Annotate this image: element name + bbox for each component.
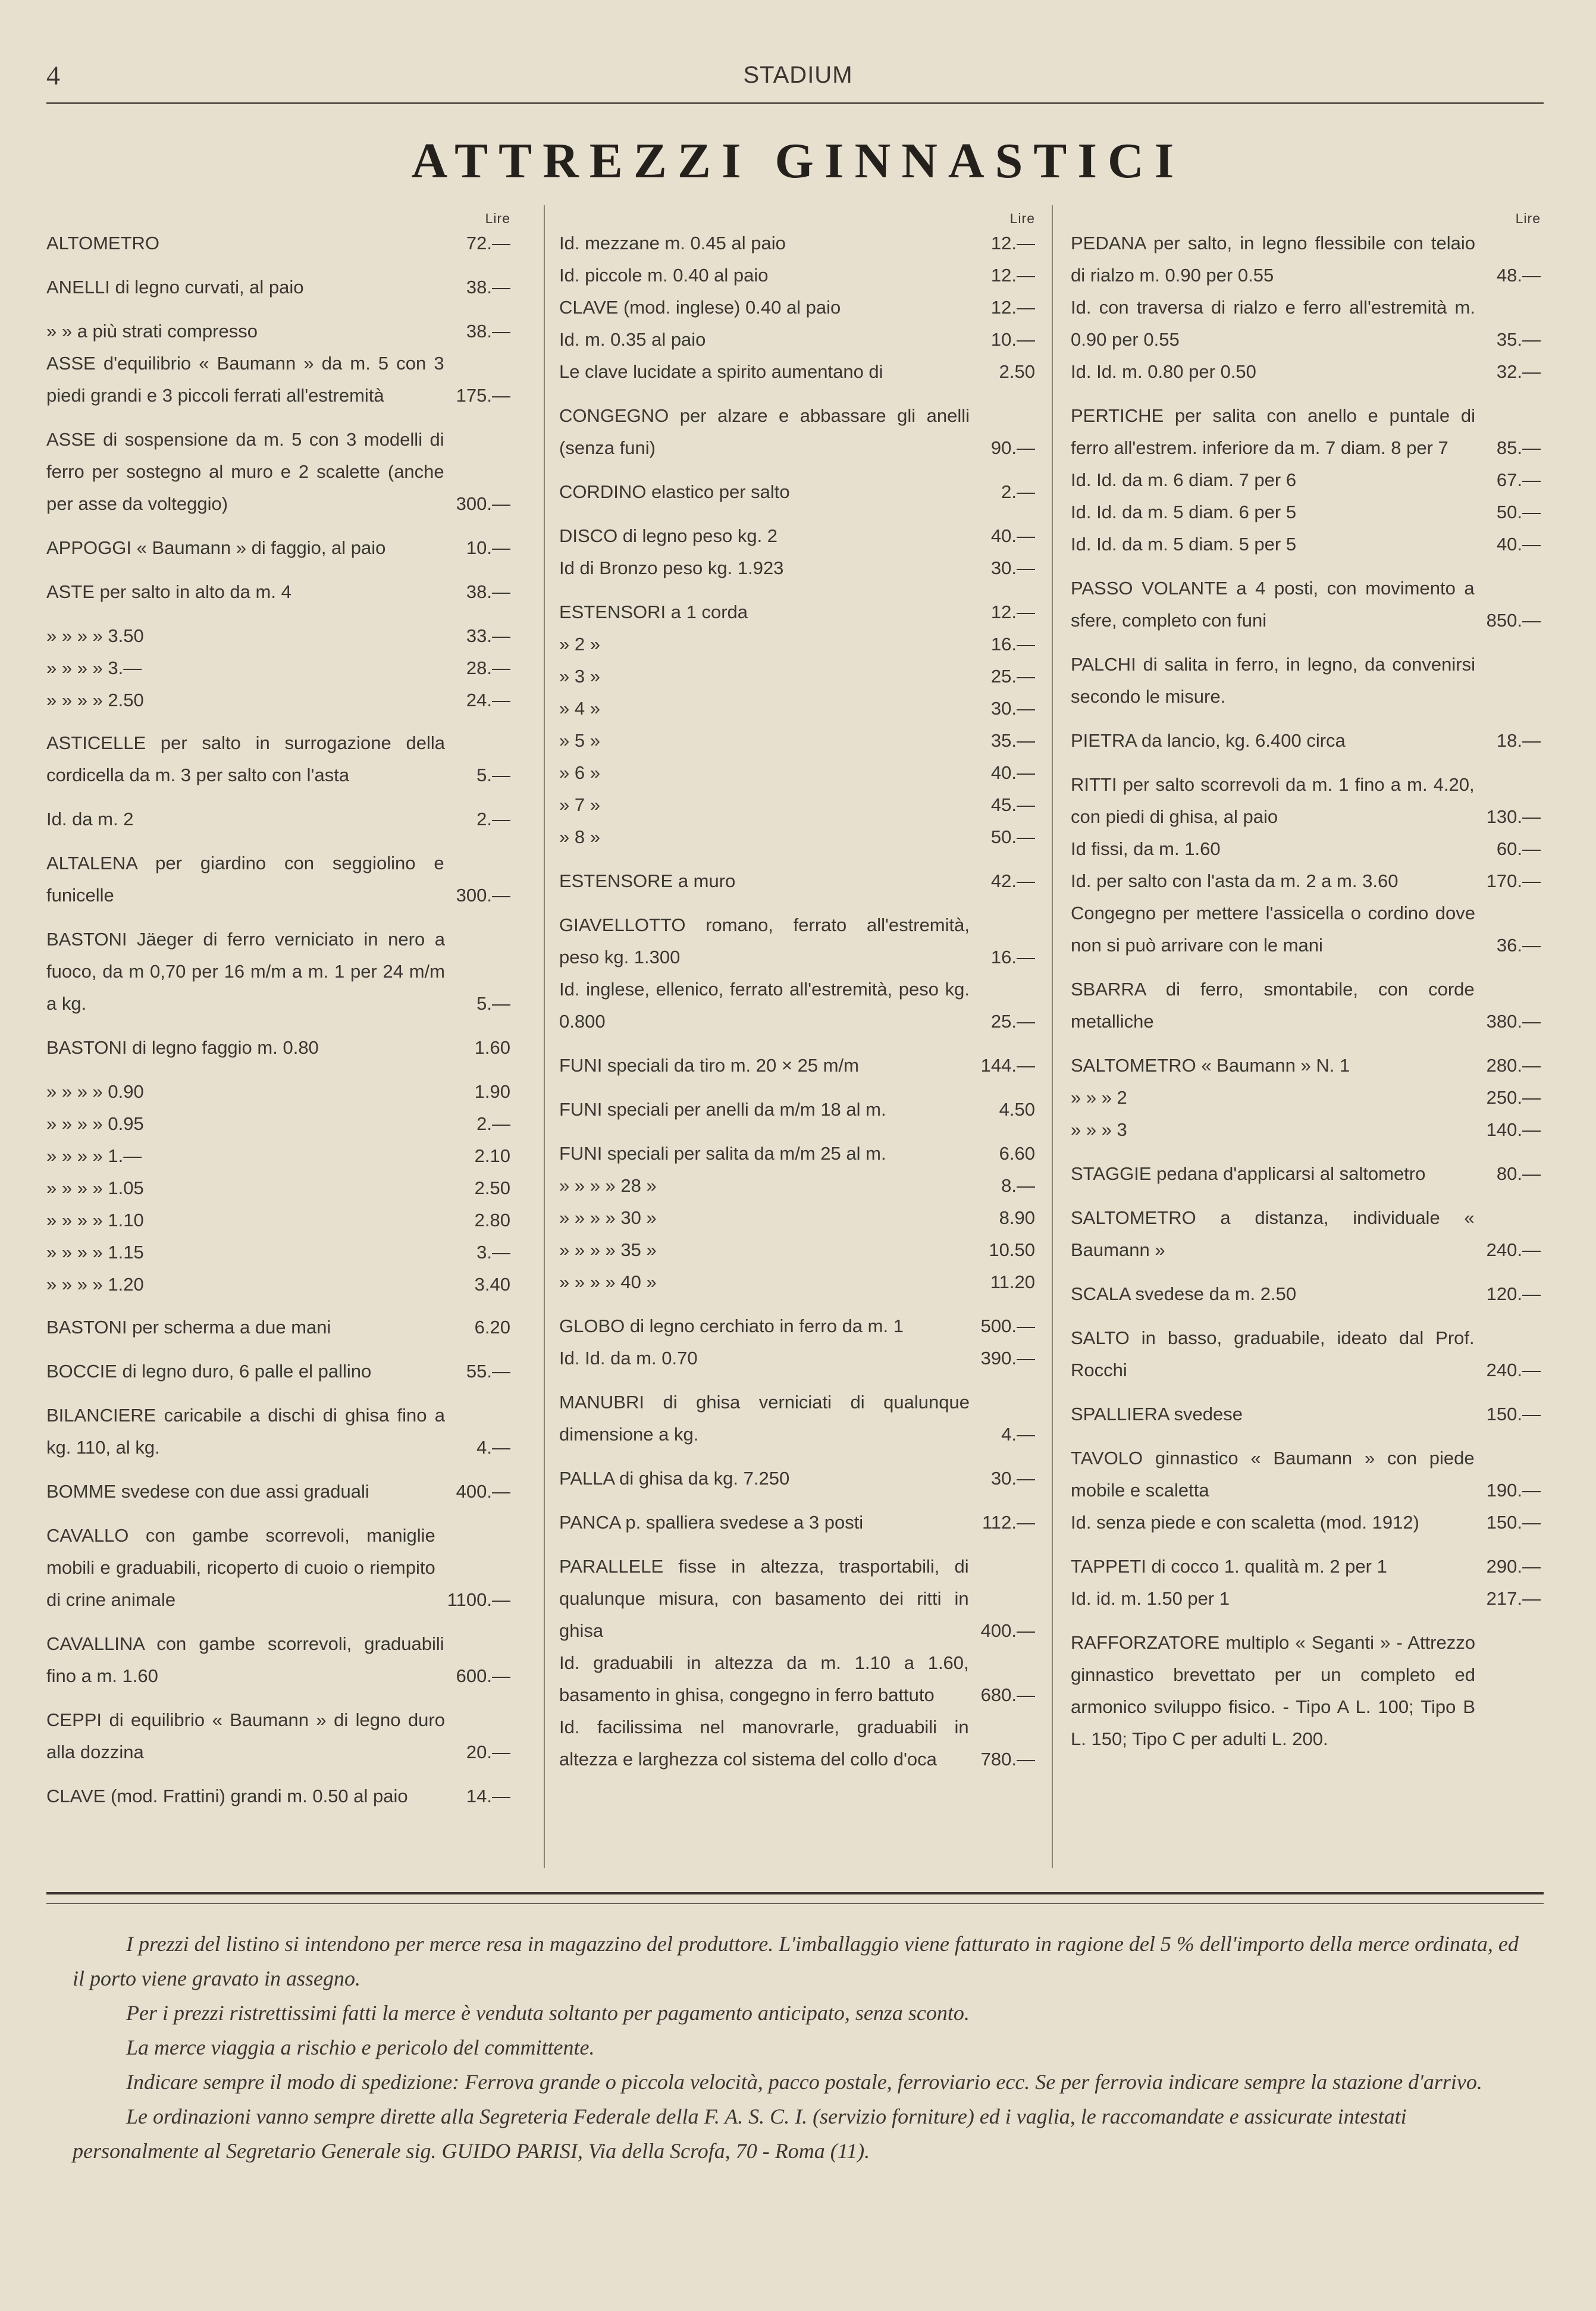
item-price: 38.— (466, 321, 510, 342)
price-entry (559, 865, 1035, 897)
item-description: FUNI speciali per salita da m/m 25 al m. (559, 1143, 886, 1164)
price-entry (46, 1520, 510, 1616)
item-description: FUNI speciali per anelli da m/m 18 al m. (559, 1099, 886, 1120)
item-price: 600.— (456, 1665, 510, 1686)
price-entry (559, 1094, 1035, 1126)
item-description: BASTONI Jäeger di ferro verniciato in nero a fuoco, da m 0,70 per 16 m/m a m. 1 per 24 m/m a kg. (46, 929, 445, 1014)
item-description: GIAVELLOTTO romano, ferrato all'estremità, peso kg. 1.300 (559, 915, 970, 967)
item-description: ESTENSORI a 1 corda (559, 602, 748, 622)
price-entry (559, 292, 1035, 324)
item-description: APPOGGI « Baumann » di faggio, al paio (46, 537, 386, 558)
currency-label: Lire (485, 211, 510, 226)
item-price: 5.— (476, 993, 510, 1014)
column-divider (544, 205, 545, 1868)
column-divider (1052, 205, 1053, 1868)
item-description: BASTONI per scherma a due mani (46, 1317, 331, 1338)
price-entry (1071, 1082, 1541, 1114)
item-price: 112.— (982, 1512, 1035, 1533)
item-price: 50.— (1496, 502, 1541, 522)
item-description: ASTICELLE per salto in surrogazione della cordicella da m. 3 per salto con l'asta (46, 732, 445, 785)
price-entry (559, 1647, 1035, 1711)
item-description: PARALLELE fisse in altezza, trasportabili, di qualunque misura, con basamento dei ritti in ghisa (559, 1556, 969, 1641)
item-price: 850.— (1486, 610, 1541, 631)
price-entry (1071, 1583, 1541, 1615)
item-description: STAGGIE pedana d'applicarsi al saltometro (1071, 1163, 1426, 1184)
item-description: CEPPI di equilibrio « Baumann » di legno duro alla dozzina (46, 1709, 445, 1762)
price-entry (559, 1507, 1035, 1539)
header-rule (46, 102, 1544, 104)
item-price: 400.— (980, 1620, 1035, 1641)
item-price: 50.— (990, 826, 1035, 847)
item-price: 170.— (1486, 870, 1541, 891)
price-entry (1071, 1507, 1541, 1539)
item-price: 2.— (476, 809, 510, 829)
price-entry (46, 1355, 510, 1388)
price-entry (46, 1204, 510, 1236)
item-price: 33.— (466, 625, 510, 646)
item-price: 80.— (1496, 1163, 1541, 1184)
item-price: 42.— (990, 870, 1035, 891)
item-description: SALTOMETRO « Baumann » N. 1 (1071, 1055, 1350, 1076)
price-entry (1071, 1278, 1541, 1310)
item-description: » » » » 1.— (46, 1145, 142, 1166)
price-entry (1071, 1398, 1541, 1430)
item-description: CAVALLINA con gambe scorrevoli, graduabili fino a m. 1.60 (46, 1633, 444, 1686)
price-entry (559, 1342, 1035, 1374)
item-price: 5.— (476, 765, 510, 785)
price-entry (46, 1172, 510, 1204)
item-price: 38.— (466, 581, 510, 602)
item-description: Id. graduabili in altezza da m. 1.10 a 1.60, basamento in ghisa, congegno in ferro battuto (559, 1652, 969, 1705)
item-description: CLAVE (mod. inglese) 0.40 al paio (559, 297, 841, 318)
price-entry (559, 1138, 1035, 1170)
item-description: CORDINO elastico per salto (559, 481, 790, 502)
item-description: BOCCIE di legno duro, 6 palle el pallino (46, 1361, 372, 1382)
price-entry (46, 1628, 510, 1692)
item-description: » » » » 2.50 (46, 690, 144, 710)
item-price: 280.— (1486, 1055, 1541, 1076)
item-description: Id. inglese, ellenico, ferrato all'estremità, peso kg. 0.800 (559, 979, 970, 1032)
item-price: 32.— (1496, 361, 1541, 382)
price-entry (1071, 1114, 1541, 1146)
running-head: STADIUM (743, 62, 853, 88)
item-description: PIETRA da lancio, kg. 6.400 circa (1071, 730, 1346, 751)
price-entry (46, 1236, 510, 1269)
currency-label: Lire (1515, 211, 1541, 226)
price-entry (559, 356, 1035, 388)
price-entry (559, 757, 1035, 789)
item-description: » 8 » (559, 826, 600, 847)
item-price: 8.90 (999, 1207, 1035, 1228)
item-price: 18.— (1496, 730, 1541, 751)
price-entry (559, 821, 1035, 853)
price-entry (559, 693, 1035, 725)
item-description: SALTOMETRO a distanza, individuale « Baumann » (1071, 1207, 1475, 1260)
item-description: RAFFORZATORE multiplo « Seganti » - Attrezzo ginnastico brevettato per un completo ed armonico sviluppo fisico. - Tipo A L. 100; Tipo B L. 150; Tipo C per adulti L. 200. (1071, 1632, 1475, 1749)
price-entry (46, 1076, 510, 1108)
price-entry (1071, 356, 1541, 388)
item-description: GLOBO di legno cerchiato in ferro da m. 1 (559, 1316, 904, 1336)
item-price: 72.— (466, 233, 510, 253)
item-description: ASTE per salto in alto da m. 4 (46, 581, 291, 602)
price-entry (1071, 1322, 1541, 1386)
price-entry (46, 347, 510, 412)
item-description: Id. piccole m. 0.40 al paio (559, 265, 769, 286)
item-description: BASTONI di legno faggio m. 0.80 (46, 1037, 319, 1058)
item-price: 40.— (990, 762, 1035, 783)
item-price: 16.— (990, 947, 1035, 967)
item-price: 120.— (1486, 1283, 1541, 1304)
item-price: 2.— (1001, 481, 1035, 502)
note-paragraph: Indicare sempre il modo di spedizione: Ferrova grande o piccola velocità, pacco postale, ferroviario ecc. Se per ferrovia indicare sempre la stazione d'arrivo. (126, 2070, 1482, 2094)
item-description: DISCO di legno peso kg. 2 (559, 525, 778, 546)
item-description: ALTOMETRO (46, 233, 160, 253)
item-price: 6.60 (999, 1143, 1035, 1164)
page-number: 4 (46, 60, 60, 90)
item-description: PASSO VOLANTE a 4 posti, con movimento a sfere, completo con funi (1071, 578, 1475, 631)
price-entry (1071, 1202, 1541, 1266)
item-description: CLAVE (mod. Frattini) grandi m. 0.50 al paio (46, 1786, 408, 1806)
item-price: 4.— (1001, 1424, 1035, 1445)
item-price: 8.— (1001, 1175, 1035, 1196)
item-price: 175.— (456, 385, 510, 406)
item-price: 11.20 (990, 1272, 1035, 1292)
item-price: 140.— (1486, 1119, 1541, 1140)
item-price: 35.— (1496, 329, 1541, 350)
price-entry (46, 1476, 510, 1508)
item-description: PERTICHE per salita con anello e puntale di ferro all'estrem. inferiore da m. 7 diam. 8 per 7 (1071, 405, 1475, 458)
item-price: 25.— (990, 1011, 1035, 1032)
price-entry (46, 803, 510, 835)
item-price: 20.— (466, 1742, 510, 1762)
item-price: 2.50 (999, 361, 1035, 382)
item-description: » » » 3 (1071, 1119, 1127, 1140)
price-entry (1071, 973, 1541, 1038)
price-entry (559, 596, 1035, 628)
item-price: 12.— (990, 233, 1035, 253)
item-price: 10.— (466, 537, 510, 558)
item-price: 3.— (476, 1242, 510, 1263)
item-price: 380.— (1486, 1011, 1541, 1032)
item-price: 2.10 (474, 1145, 510, 1166)
price-entry (46, 1140, 510, 1172)
price-column-2 (559, 209, 1035, 1787)
item-description: SALTO in basso, graduabile, ideato dal Prof. Rocchi (1071, 1327, 1475, 1380)
item-price: 30.— (990, 1468, 1035, 1489)
item-price: 36.— (1496, 935, 1541, 956)
note-paragraph: Per i prezzi ristrettissimi fatti la merce è venduta soltanto per pagamento anticipato, senza sconto. (126, 2001, 970, 2025)
price-entry (1071, 496, 1541, 528)
item-description: » 5 » (559, 730, 600, 751)
item-description: ASSE di sospensione da m. 5 con 3 modelli di ferro per sostegno al muro e 2 scalette (anche per asse da volteggio) (46, 429, 444, 514)
item-description: SPALLIERA svedese (1071, 1404, 1243, 1424)
price-entry (1071, 464, 1541, 496)
item-price: 300.— (456, 885, 510, 906)
price-entry (1071, 1050, 1541, 1082)
price-entry (1071, 400, 1541, 464)
item-price: 12.— (990, 297, 1035, 318)
item-price: 240.— (1486, 1360, 1541, 1380)
item-description: Id. mezzane m. 0.45 al paio (559, 233, 786, 253)
item-description: Id. Id. da m. 5 diam. 6 per 5 (1071, 502, 1297, 522)
price-entry (1071, 292, 1541, 356)
price-entry (1071, 865, 1541, 897)
item-price: 780.— (980, 1749, 1035, 1770)
price-entry (46, 1269, 510, 1301)
footer-rule (46, 1892, 1544, 1894)
price-entry (559, 1711, 1035, 1775)
item-price: 12.— (990, 602, 1035, 622)
item-description: » » » » 28 » (559, 1175, 657, 1196)
item-price: 250.— (1486, 1087, 1541, 1108)
item-description: BILANCIERE caricabile a dischi di ghisa fino a kg. 110, al kg. (46, 1405, 445, 1458)
price-entry (1071, 769, 1541, 833)
price-entry (46, 620, 510, 652)
price-entry (1071, 897, 1541, 962)
price-entry (46, 652, 510, 684)
item-description: » » » » 30 » (559, 1207, 657, 1228)
price-entry (559, 227, 1035, 259)
item-price: 90.— (990, 437, 1035, 458)
item-description: » 6 » (559, 762, 600, 783)
item-price: 35.— (990, 730, 1035, 751)
price-entry (559, 520, 1035, 552)
price-entry (559, 1551, 1035, 1647)
item-price: 300.— (456, 493, 510, 514)
item-description: » » a più strati compresso (46, 321, 258, 342)
item-description: ANELLI di legno curvati, al paio (46, 277, 304, 298)
item-price: 12.— (990, 265, 1035, 286)
item-description: Id. Id. m. 0.80 per 0.50 (1071, 361, 1256, 382)
item-price: 1100.— (447, 1589, 510, 1610)
price-entry (1071, 1627, 1541, 1755)
item-price: 10.50 (989, 1239, 1035, 1260)
item-price: 150.— (1486, 1404, 1541, 1424)
terms-notes (73, 1927, 1524, 2168)
item-price: 1.90 (474, 1081, 510, 1102)
item-description: TAPPETI di cocco 1. qualità m. 2 per 1 (1071, 1556, 1387, 1577)
price-entry (46, 923, 510, 1020)
item-description: » » » » 0.90 (46, 1081, 144, 1102)
item-price: 150.— (1486, 1512, 1541, 1533)
item-price: 680.— (980, 1684, 1035, 1705)
item-price: 2.50 (474, 1178, 510, 1198)
page-title: ATTREZZI GINNASTICI (411, 133, 1185, 189)
item-description: MANUBRI di ghisa verniciati di qualunque dimensione a kg. (559, 1392, 970, 1445)
price-entry (559, 973, 1035, 1038)
note-paragraph: La merce viaggia a rischio e pericolo del committente. (126, 2036, 595, 2059)
price-entry (559, 789, 1035, 821)
price-entry (559, 1266, 1035, 1298)
item-price: 10.— (990, 329, 1035, 350)
item-description: Id. da m. 2 (46, 809, 134, 829)
item-description: Id fissi, da m. 1.60 (1071, 838, 1221, 859)
item-description: Id. con traversa di rialzo e ferro all'estremità m. 0.90 per 0.55 (1071, 297, 1475, 350)
price-entry (46, 684, 510, 716)
item-price: 25.— (990, 666, 1035, 687)
price-entry (46, 576, 510, 608)
item-price: 1.60 (474, 1037, 510, 1058)
price-entry (559, 552, 1035, 584)
item-price: 2.80 (474, 1210, 510, 1230)
item-description: FUNI speciali da tiro m. 20 × 25 m/m (559, 1055, 859, 1076)
item-description: ALTALENA per giardino con seggiolino e funicelle (46, 853, 444, 906)
item-description: Id. facilissima nel manovrarle, graduabili in altezza e larghezza col sistema del collo d'oca (559, 1717, 969, 1770)
item-description: Id. Id. da m. 6 diam. 7 per 6 (1071, 469, 1297, 490)
item-description: » » » » 0.95 (46, 1113, 144, 1134)
item-price: 48.— (1496, 265, 1541, 286)
item-description: Le clave lucidate a spirito aumentano di (559, 361, 883, 382)
item-price: 45.— (990, 794, 1035, 815)
item-description: » » » » 40 » (559, 1272, 657, 1292)
item-description: Id. Id. da m. 0.70 (559, 1348, 698, 1369)
item-price: 67.— (1496, 469, 1541, 490)
item-price: 390.— (980, 1348, 1035, 1369)
price-entry (559, 1234, 1035, 1266)
price-entry (46, 1032, 510, 1064)
item-price: 28.— (466, 657, 510, 678)
item-description: » » » 2 (1071, 1087, 1127, 1108)
item-description: PANCA p. spalliera svedese a 3 posti (559, 1512, 864, 1533)
price-entry (46, 727, 510, 791)
item-description: » 7 » (559, 794, 600, 815)
item-description: » 4 » (559, 698, 600, 719)
item-description: CAVALLO con gambe scorrevoli, maniglie mobili e graduabili, ricoperto di cuoio o riempito di crine animale (46, 1525, 435, 1610)
item-price: 290.— (1486, 1556, 1541, 1577)
price-entry (1071, 528, 1541, 560)
item-price: 240.— (1486, 1239, 1541, 1260)
price-entry (559, 725, 1035, 757)
item-description: PEDANA per salto, in legno flessibile con telaio di rialzo m. 0.90 per 0.55 (1071, 233, 1475, 286)
note-paragraph: Le ordinazioni vanno sempre dirette alla Segreteria Federale della F. A. S. C. I. (servizio forniture) ed i vaglia, le raccomandate e assicurate intestati personalmente al Segretario Generale sig. GUIDO PARISI, Via della Scrofa, 70 - Roma (11). (73, 2105, 1407, 2163)
price-entry (1071, 1158, 1541, 1190)
item-description: Id. id. m. 1.50 per 1 (1071, 1588, 1230, 1609)
item-price: 60.— (1496, 838, 1541, 859)
item-description: Id di Bronzo peso kg. 1.923 (559, 558, 784, 578)
item-price: 3.40 (474, 1274, 510, 1295)
item-price: 30.— (990, 558, 1035, 578)
price-entry (1071, 725, 1541, 757)
price-entry (1071, 649, 1541, 713)
price-entry (559, 909, 1035, 973)
price-entry (46, 847, 510, 912)
price-entry (559, 1310, 1035, 1342)
item-description: PALCHI di salita in ferro, in legno, da convenirsi secondo le misure. (1071, 654, 1475, 707)
item-description: SBARRA di ferro, smontabile, con corde metalliche (1071, 979, 1475, 1032)
item-description: Id. senza piede e con scaletta (mod. 1912) (1071, 1512, 1419, 1533)
item-description: ASSE d'equilibrio « Baumann » da m. 5 con 3 piedi grandi e 3 piccoli ferrati all'estremità (46, 353, 444, 406)
item-price: 40.— (1496, 534, 1541, 555)
price-entry (46, 1108, 510, 1140)
item-price: 144.— (980, 1055, 1035, 1076)
item-price: 55.— (466, 1361, 510, 1382)
price-entry (1071, 833, 1541, 865)
item-price: 24.— (466, 690, 510, 710)
item-price: 14.— (466, 1786, 510, 1806)
price-entry (46, 1780, 510, 1812)
price-entry (46, 227, 510, 259)
item-description: RITTI per salto scorrevoli da m. 1 fino a m. 4.20, con piedi di ghisa, al paio (1071, 774, 1475, 827)
item-description: BOMME svedese con due assi graduali (46, 1481, 369, 1502)
item-price: 16.— (990, 634, 1035, 655)
price-entry (559, 1050, 1035, 1082)
currency-label: Lire (1009, 211, 1035, 226)
item-description: SCALA svedese da m. 2.50 (1071, 1283, 1297, 1304)
price-entry (559, 476, 1035, 508)
item-price: 217.— (1486, 1588, 1541, 1609)
price-entry (46, 1311, 510, 1344)
item-description: CONGEGNO per alzare e abbassare gli anelli (senza funi) (559, 405, 970, 458)
price-entry (46, 1704, 510, 1768)
item-description: » » » » 3.— (46, 657, 142, 678)
item-description: Id. per salto con l'asta da m. 2 a m. 3.60 (1071, 870, 1399, 891)
item-price: 40.— (990, 525, 1035, 546)
item-price: 30.— (990, 698, 1035, 719)
item-price: 85.— (1496, 437, 1541, 458)
price-entry (559, 660, 1035, 693)
price-entry (559, 1202, 1035, 1234)
price-entry (1071, 227, 1541, 292)
item-price: 500.— (980, 1316, 1035, 1336)
price-entry (559, 1463, 1035, 1495)
item-description: » » » » 1.20 (46, 1274, 144, 1295)
item-description: » » » » 1.10 (46, 1210, 144, 1230)
price-entry (559, 1386, 1035, 1451)
price-entry (559, 400, 1035, 464)
price-entry (46, 1399, 510, 1464)
item-description: » » » » 3.50 (46, 625, 144, 646)
item-price: 190.— (1486, 1480, 1541, 1501)
item-description: Id. m. 0.35 al paio (559, 329, 706, 350)
price-entry (46, 315, 510, 347)
item-price: 6.20 (474, 1317, 510, 1338)
price-entry (46, 271, 510, 303)
item-description: » » » » 1.05 (46, 1178, 144, 1198)
item-price: 38.— (466, 277, 510, 298)
note-paragraph: I prezzi del listino si intendono per merce resa in magazzino del produttore. L'imballaggio viene fatturato in ragione del 5 % dell'importo della merce ordinata, ed il porto viene gravato in assegno. (73, 1932, 1519, 1990)
price-entry (559, 1170, 1035, 1202)
item-description: » 2 » (559, 634, 600, 655)
price-entry (1071, 1551, 1541, 1583)
item-description: » 3 » (559, 666, 600, 687)
item-description: TAVOLO ginnastico « Baumann » con piede mobile e scaletta (1071, 1448, 1475, 1501)
item-description: PALLA di ghisa da kg. 7.250 (559, 1468, 790, 1489)
price-entry (1071, 572, 1541, 637)
item-price: 130.— (1486, 806, 1541, 827)
price-column-3 (1071, 209, 1541, 1767)
footer-rule (46, 1903, 1544, 1904)
price-entry (46, 424, 510, 520)
item-description: Congegno per mettere l'assicella o cordino dove non si può arrivare con le mani (1071, 903, 1475, 956)
item-price: 4.50 (999, 1099, 1035, 1120)
price-entry (559, 324, 1035, 356)
item-description: » » » » 35 » (559, 1239, 657, 1260)
item-description: Id. Id. da m. 5 diam. 5 per 5 (1071, 534, 1297, 555)
price-entry (46, 532, 510, 564)
price-entry (559, 259, 1035, 292)
item-description: » » » » 1.15 (46, 1242, 144, 1263)
price-column-1 (46, 209, 510, 1824)
item-price: 4.— (476, 1437, 510, 1458)
item-price: 400.— (456, 1481, 510, 1502)
price-entry (559, 628, 1035, 660)
item-price: 2.— (476, 1113, 510, 1134)
item-description: ESTENSORE a muro (559, 870, 736, 891)
price-entry (1071, 1442, 1541, 1507)
